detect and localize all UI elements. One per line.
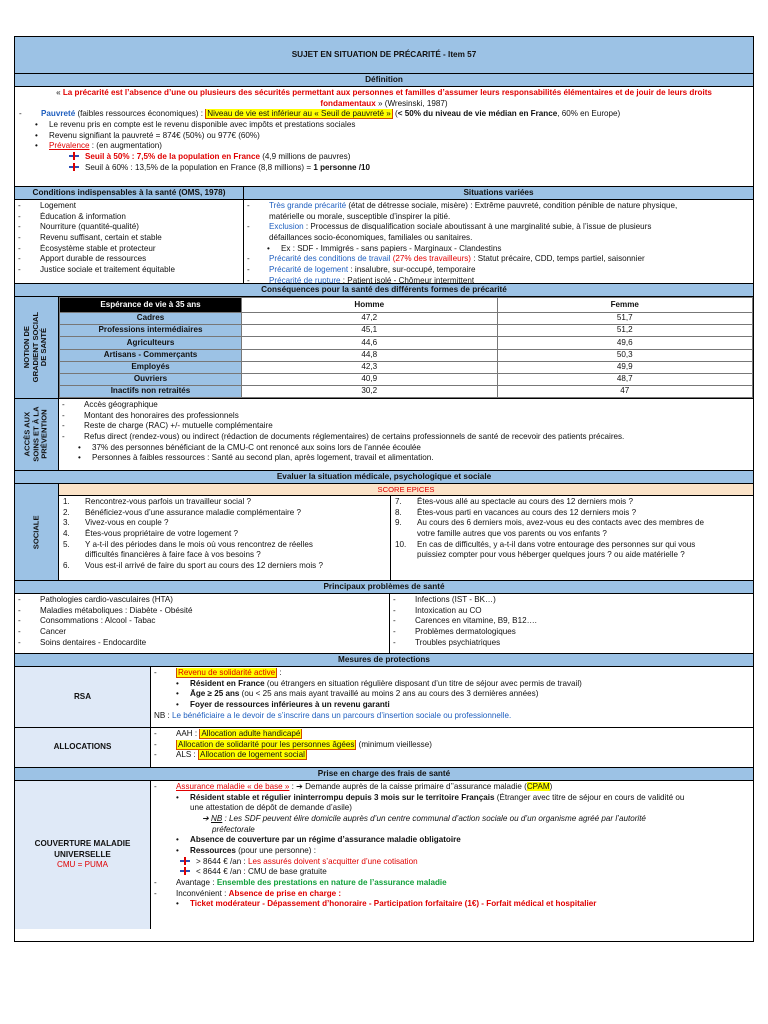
life-expectancy-table (59, 297, 753, 398)
seuil-bullet: • Revenu signifiant la pauvreté = 874€ (50%) ou 977€ (60%) (35, 130, 260, 140)
list-item: 4. Êtes-vous propriétaire de votre logement ? (63, 529, 238, 539)
table-row: Professions intermédiaires 45,1 51,2 (60, 325, 753, 337)
summary-sheet (14, 36, 754, 942)
list-item: - Soins dentaires - Endocardite (18, 637, 147, 647)
prevalence-line: • Prévalence : (en augmentation) (35, 141, 162, 151)
conditions-situations-headings (15, 187, 753, 200)
allocations-label: ALLOCATIONS (15, 728, 151, 767)
consequences-heading: Conséquences pour la santé des différents formes de précarité (15, 284, 753, 297)
condition-item: - Éducation & information (18, 211, 126, 221)
score-epices-title: SCORE EPICES (59, 484, 753, 496)
list-item: - Refus direct (rendez-vous) ou indirect (rédaction de documents réglementaires) de certains professionnels de santé de recevoir des patients précaires. (62, 432, 625, 442)
condition-item: - Écosystème stable et protecteur (18, 243, 156, 253)
acces-label: ACCÈS AUX SOINS ET À LA PRÉVENTION (15, 399, 59, 470)
table-row: Employés 42,3 49,9 (60, 361, 753, 373)
list-item: - Consommations : Alcool - Tabac (18, 616, 156, 626)
list-item: - Problèmes dermatologiques (393, 627, 516, 637)
list-item: 2. Bénéficiez-vous d’une assurance maladie complémentaire ? (63, 507, 301, 517)
conditions-situations-section (15, 200, 753, 284)
arrow-cross-icon (69, 152, 79, 160)
epices-section (15, 484, 753, 581)
condition-item: - Revenu suffisant, certain et stable (18, 233, 162, 243)
condition-item: - Justice sociale et traitement équitable (18, 265, 175, 275)
epices-right-column: 7. Êtes-vous allé au spectacle au cours des 12 derniers mois ? 8. Êtes-vous parti en vacances au cours des 12 derniers mois ? 9. Au cours des 6 derniers mois, avez-vous eu des contacts avec des membres de votre famille autres que vos parents ou vos enfants ? 10. En cas de difficultés, y a-t-il dans votre entourage des personnes sur qui vous puissiez compter pour vous héberger quelques jours ? ou aide matérielle ? (391, 496, 753, 580)
gradient-label: NOTION DE GRADIENT SOCIAL DE SANTÉ (15, 297, 59, 398)
arrow-right-icon: ➔ (202, 814, 212, 824)
problemes-section (15, 594, 753, 654)
cmu-section: COUVERTURE MALADIE UNIVERSELLE CMU = PUMA - Assurance maladie « de base » : ➔ Demande auprès de la caisse primaire d’’assurance maladie (CPAM) • Résident stable et régulier ininterrompu depuis 3 mois sur le territoire Français (Étranger avec titre de séjour en cours de validité ou une attestation de dépôt de demande d’asile) ➔ NB : Les SDF peuvent élire domicile auprès d’un centre communal d’action sociale ou d’un organisme agréé par l’autorité préfectorale • Absence de couverture par un régime d’assurance maladie obligatoire • Ressources (pour une personne) : > 8644 € /an : Les assurés doivent s’acquitter d’une cotisation < 8644 € /an : CMU de base gratuite - Avantage : Ensemble des prestations en nature de l’assurance maladie - Inconvénient : Absence de prise en charge : • Ticket modérateur - Dépassement d’honoraire - Participation forfaitaire (1€) - Forfait médical et hospitalier (15, 781, 753, 929)
col-homme: Homme (242, 298, 498, 313)
list-item: 7. Êtes-vous allé au spectacle au cours des 12 derniers mois ? (395, 497, 633, 506)
page-title-text: SUJET EN SITUATION DE PRÉCARITÉ - Item 57 (291, 49, 477, 59)
list-item: - Intoxication au CO (393, 605, 482, 615)
arrow-cross-icon (180, 867, 190, 875)
table-row: Agriculteurs 44,6 49,6 (60, 337, 753, 349)
situations-list: - Très grande précarité (état de détresse sociale, misère) : Extrême pauvreté, condition pénible de nature physique, matérielle ou morale, susceptible d’inspirer la pitié. - Exclusion : Processus de disqualification sociale aboutissant à une marginalité subie, à l’issue de plusieurs défaillances socio-économiques, familiales ou sanitaires. • Ex : SDF - Immigrés - sans papiers - Marginaux - Clandestins - Précarité des conditions de travail (27% des travailleurs) : Statut précaire, CDD, temps partiel, saisonnier - Précarité de logement : insalubre, sur-occupé, temporaire - Précarité de rupture : Patient isolé - Chômeur intermittent (247, 201, 678, 285)
table-row: Ouvriers 40,9 48,7 (60, 373, 753, 385)
list-item: 9. Au cours des 6 derniers mois, avez-vous eu des contacts avec des membres de (395, 518, 705, 528)
page-title (15, 37, 753, 74)
list-item: 1. Rencontrez-vous parfois un travailleur social ? (63, 497, 252, 506)
list-item: - Maladies métaboliques : Diabète - Obésité (18, 605, 193, 615)
conditions-list (15, 200, 244, 283)
arrow-cross-icon (180, 857, 190, 865)
list-item: - Infections (IST - BK…) (393, 595, 496, 604)
problemes-heading: Principaux problèmes de santé (15, 581, 753, 594)
list-item: • Personnes à faibles ressources : Santé au second plan, après logement, travail et alimentation. (78, 453, 434, 463)
list-item: - Pathologies cardio-vasculaires (HTA) (18, 595, 173, 604)
list-item: - Carences en vitamine, B9, B12…. (393, 616, 537, 626)
col-femme: Femme (497, 298, 753, 313)
table-row: Inactifs non retraités 30,2 47 (60, 386, 753, 398)
life-expectancy-table-wrap (59, 297, 753, 398)
definition-heading-text: Définition (365, 74, 403, 84)
situations-heading: Situations variées (244, 187, 753, 199)
sociale-label: SOCIALE (15, 484, 59, 580)
revenu-bullet: • Le revenu pris en compte est le revenu disponible avec impôts et prestations sociales (35, 120, 356, 130)
definition-heading (15, 74, 753, 87)
list-item: 5. Y a-t-il des périodes dans le mois où vous rencontrez de réelles (63, 539, 313, 549)
epices-left-column: 1. Rencontrez-vous parfois un travailleur social ? 2. Bénéficiez-vous d’une assurance maladie complémentaire ? 3. Vivez-vous en couple ? 4. Êtes-vous propriétaire de votre logement ? 5. Y a-t-il des périodes dans le mois où vous rencontrez de réelles difficultés financières à faire face à vos besoins ? 6. Vous est-il arrivé de faire du sport au cours des 12 derniers mois ? (59, 496, 391, 580)
list-item: 6. Vous est-il arrivé de faire du sport au cours des 12 derniers mois ? (63, 561, 323, 571)
list-item: 10. En cas de difficultés, y a-t-il dans votre entourage des personnes sur qui vous (395, 539, 696, 549)
list-item: - Troubles psychiatriques (393, 637, 501, 647)
table-row: Artisans - Commerçants 44,8 50,3 (60, 349, 753, 361)
list-item: 3. Vivez-vous en couple ? (63, 518, 169, 528)
table-row: Cadres 47,2 51,7 (60, 313, 753, 325)
list-item: • 37% des personnes bénéficiant de la CMU-C ont renoncé aux soins lors de l’année écoulée (78, 442, 421, 452)
condition-item: - Apport durable de ressources (18, 254, 147, 264)
gradient-section (15, 297, 753, 399)
table-title: Espérance de vie à 35 ans (60, 298, 242, 313)
definition-quote: « La précarité est l’absence d’une ou plusieurs des sécurités permettant aux personnes et familles d’assumer leurs responsabilités élémentaires et de jouir de leurs droits fondamentaux » (Wresinski, 1987) (56, 88, 712, 108)
condition-item: - Nourriture (quantité-qualité) (18, 222, 139, 232)
problemes-left (15, 594, 390, 653)
condition-item: - Logement (18, 201, 76, 210)
arrow-cross-icon (69, 163, 79, 171)
rsa-section: RSA - Revenu de solidarité active : • Résident en France (ou étrangers en situation régulière disposant d’un titre de séjour avec permis de travail) • Âge ≥ 25 ans (ou < 25 ans mais ayant travaillé au moins 2 ans au cours des 3 dernières années) • Foyer de ressources inférieures à un revenu garanti NB : Le bénéficiaire a le devoir de s’inscrire dans un parcours d’insertion sociale ou professionnelle. (15, 667, 753, 728)
pauvrete-line: - Pauvreté (faibles ressources économiques) : Niveau de vie est inférieur au « Seuil de pauvreté » (< 50% du niveau de vie médian en France, 60% en Europe) (19, 109, 621, 119)
list-item: - Reste de charge (RAC) +/- mutuelle complémentaire (62, 421, 273, 431)
definition-section (15, 87, 753, 187)
cmu-label: COUVERTURE MALADIE UNIVERSELLE CMU = PUMA (15, 781, 151, 929)
allocations-section: ALLOCATIONS - AAH : Allocation adulte handicapé - Allocation de solidarité pour les personnes âgées (minimum vieillesse) - ALS : Allocation de logement social (15, 728, 753, 768)
list-item: - Cancer (18, 627, 67, 637)
acces-list (59, 399, 753, 470)
seuil60-line: Seuil à 60% : 13,5% de la population en France (8,8 millions) = 1 personne /10 (19, 163, 749, 174)
seuil50-line: Seuil à 50% : 7,5% de la population en France (4,9 millions de pauvres) (19, 152, 749, 163)
conditions-heading: Conditions indispensables à la santé (OMS, 1978) (15, 187, 244, 199)
list-item: - Accès géographique (62, 400, 158, 409)
mesures-heading: Mesures de protections (15, 654, 753, 667)
prise-heading: Prise en charge des frais de santé (15, 768, 753, 781)
acces-section (15, 399, 753, 471)
evaluation-heading: Evaluer la situation médicale, psychologique et sociale (15, 471, 753, 484)
problemes-right (390, 594, 753, 653)
list-item: 8. Êtes-vous parti en vacances au cours des 12 derniers mois ? (395, 507, 637, 517)
list-item: - Montant des honoraires des professionnels (62, 410, 239, 420)
rsa-label: RSA (15, 667, 151, 727)
